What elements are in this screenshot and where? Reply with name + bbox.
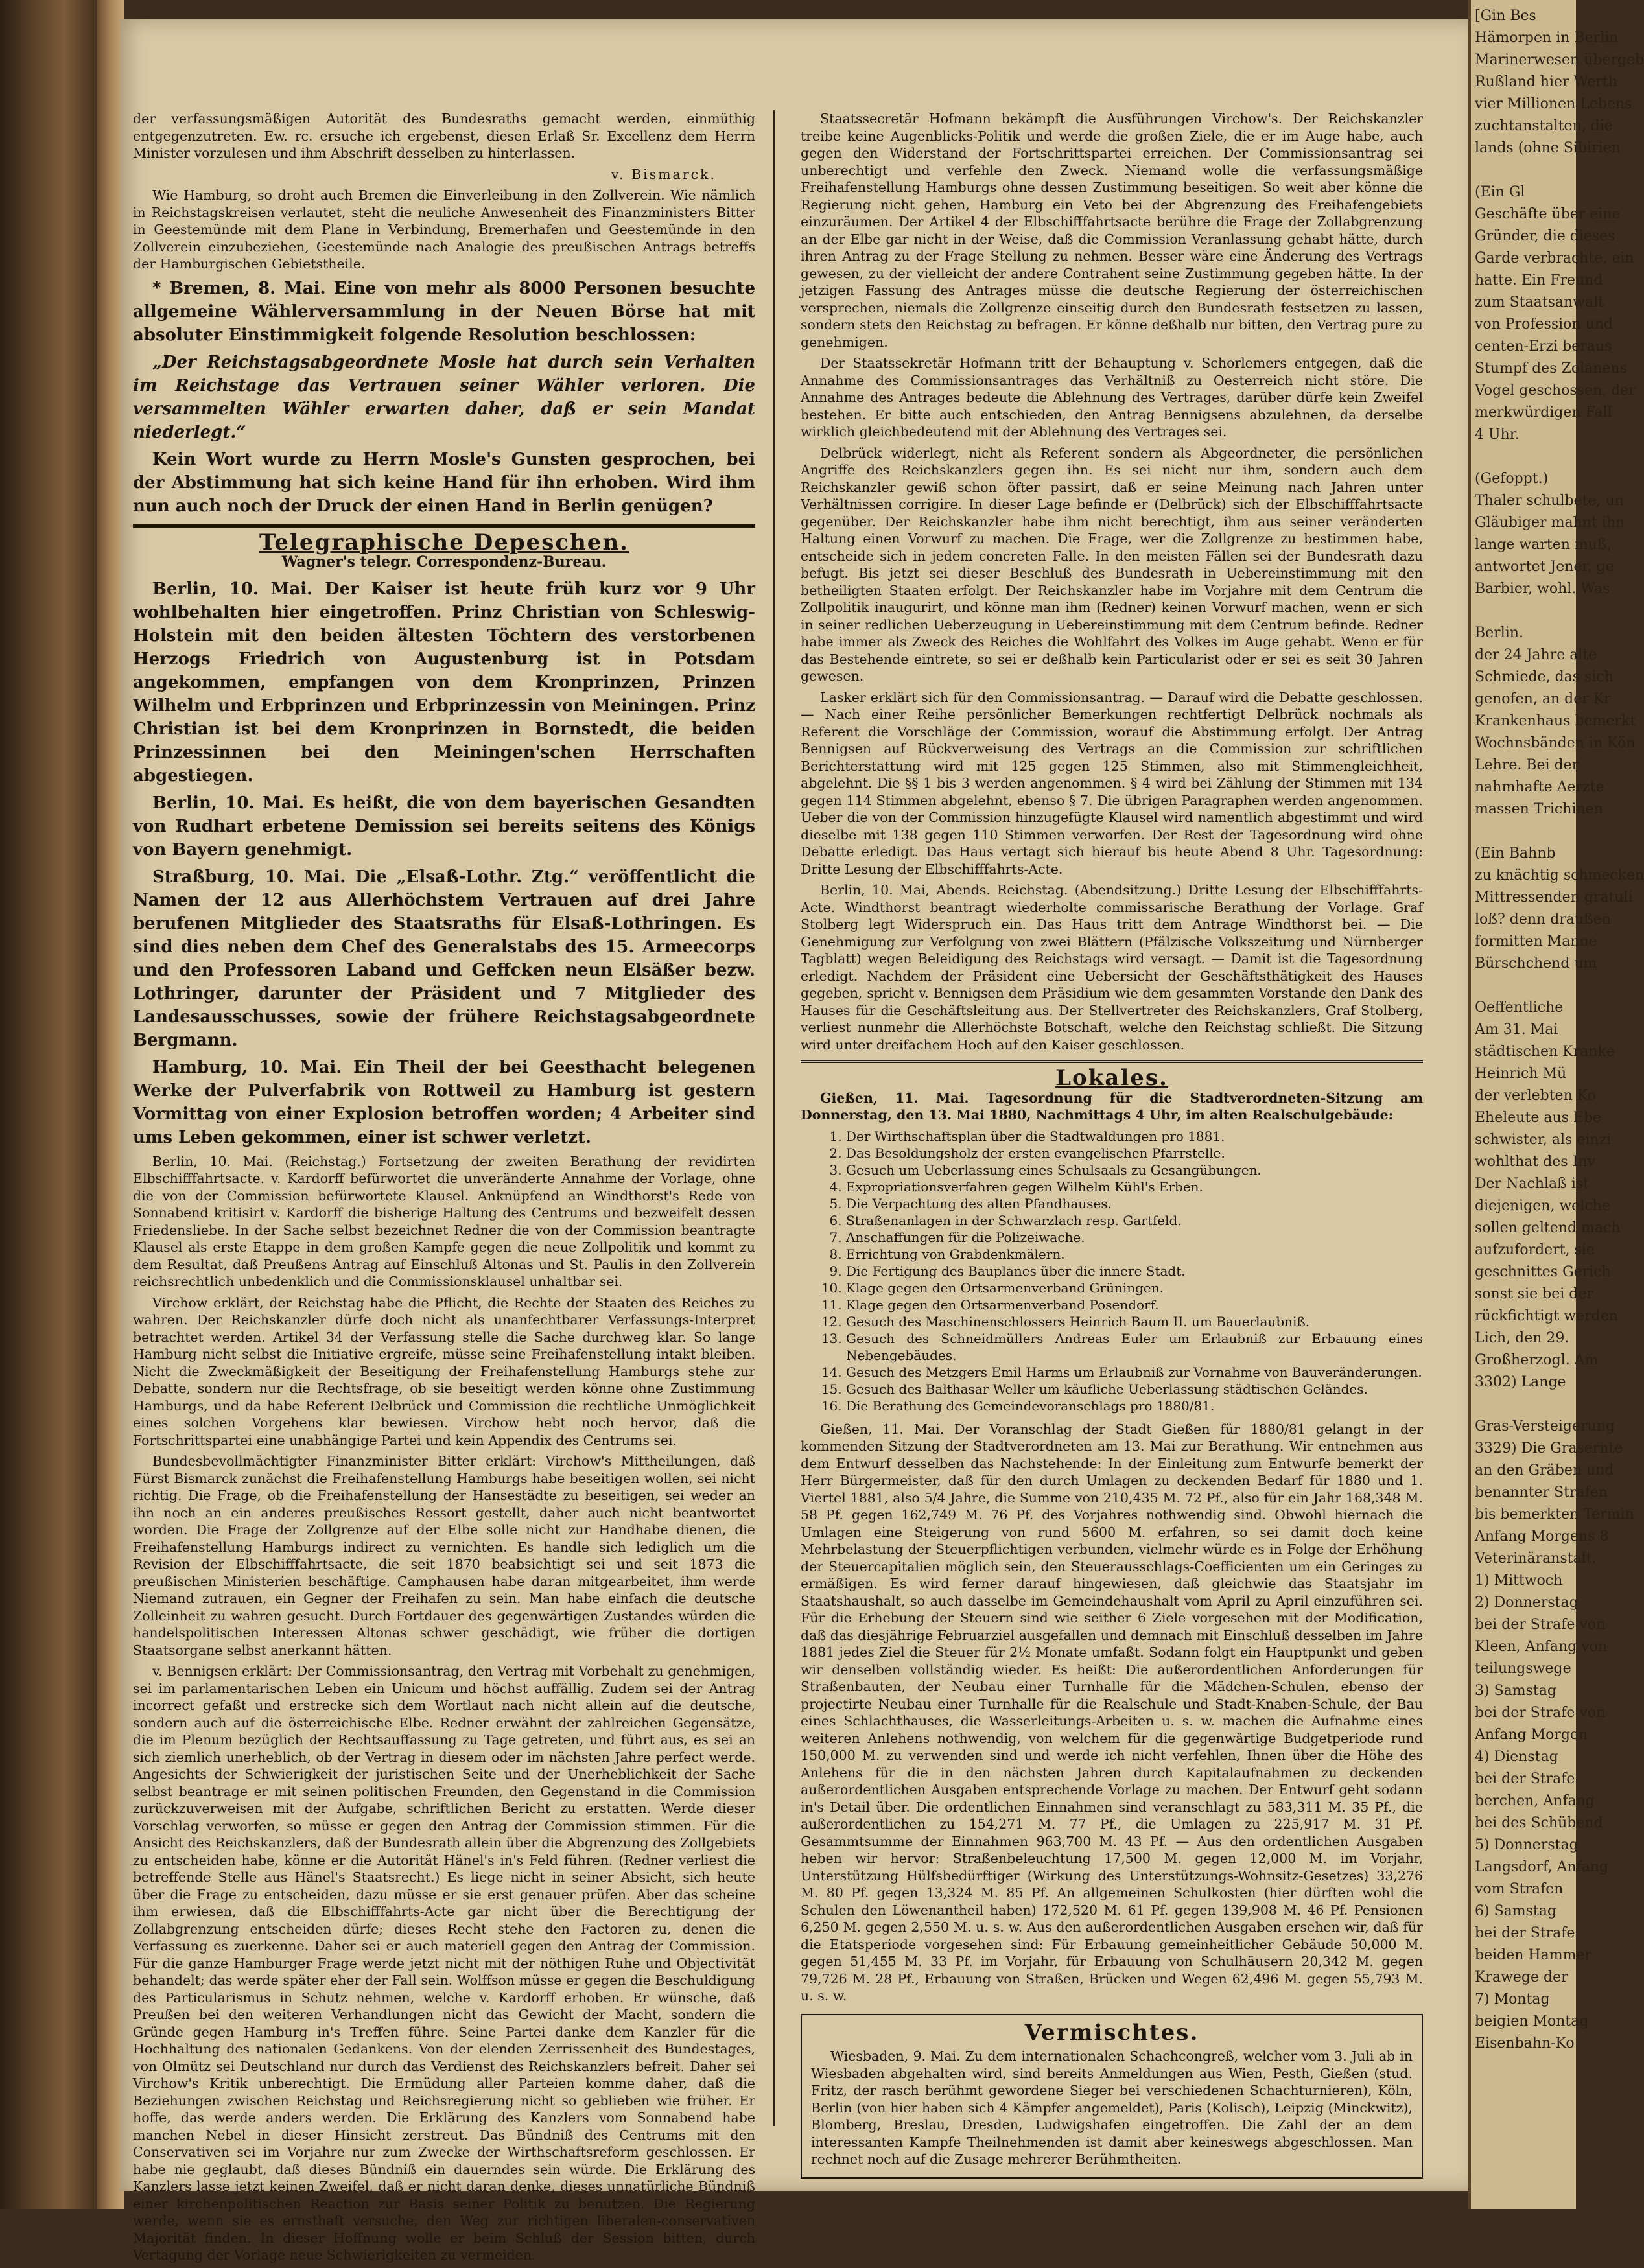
section-rule: [801, 1060, 1423, 1063]
agenda-item: 3. Gesuch um Ueberlassung eines Schulsaals zu Gesangübungen.: [846, 1162, 1423, 1178]
telegram-berlin-2: Berlin, 10. Mai. Es heißt, die von dem bayerischen Gesandten von Rudhart erbetene Demission sei bereits seitens des Königs von Bayern genehmigt.: [133, 793, 755, 859]
agenda-item: 15. Gesuch des Balthasar Weller um käufliche Ueberlassung städtischen Geländes.: [846, 1381, 1423, 1397]
next-page-text: [Gin Bes Hämorpen in Berlin Marinerwesen übergeb Rußland hier Werth vier Millionen Lebens zuchtanstalten, die lands (ohne Sibirien (Ein Gl Geschäfte über eine Gründer, die dieses Garde verbrachte, ein hatte. Ein Freund zum Staatsanwalt von Profession und centen-Erzi beraus Stumpf des Zolanens Vogel geschossen, der merkwürdigen Fall 4 Uhr. (Gefoppt.) Thaler schulbete, un Gläubiger mahnt ihn lange warten muß, antwortet Jener, ge Barbier, wohl. Was Berlin. der 24 Jahre alte Schmiede, das sich genofen, an der Kr Krankenhaus bemerkt Wochnsbänden in Kön Lehre. Bei der nahmhafte Aerzte massen Trichinen (Ein Bahnb zu knächtig schmecken Mittressenden gratuli loß? denn draußen formitten Manne Bürschchend um Oeffentliche Am 31. Mai städtischen Kranke Heinrich Mü der verlebten Ko Eheleute aus Ebe schwister, als einzi wohlthat des Inv Der Nachlaß ist diejenigen, welche sollen geltend mach aufzufordert, sie geschnittes Gerich sonst sie bei der rückfichtigt werden Lich, den 29. Großherzogl. Am 3302) Lange Gras-Versteigerung 3329) Die Grasernte an den Gräben und benannter Strafen bis bemerkten Termin Anfang Morgens 8 Veterinäranstalt. 1) Mittwoch 2) Donnerstag bei der Strafe von Kleen, Anfang von teilungswege 3) Samstag bei der Strafe von Anfang Morgen 4) Dienstag bei der Strafe berchen, Anfang bei des Schübend 5) Donnerstag Langsdorf, Anfang vom Strafen 6) Samstag bei der Strafe beiden Hammer Krawege der 7) Montag beigien Montag Eisenbahn-Ko: [1475, 8, 1644, 2052]
telegram-berlin-1: Berlin, 10. Mai. Der Kaiser ist heute früh kurz vor 9 Uhr wohlbehalten hier eingetroffen. Prinz Christian von Schleswig-Holstein mit den beiden ältesten Töchtern des verstorbenen Herzogs Friedrich von Augustenburg ist in Potsdam angekommen, empfangen von dem Kronprinzen, Prinzen Wilhelm und Erbprinzen und Erbprinzessin von Meiningen. Prinz Christian ist bei dem Kronprinzen in Bornstedt, die beiden Prinzessinnen bei den Meiningen'schen Herrschaften abgestiegen.: [133, 579, 755, 786]
lokales-heading: Lokales.: [1055, 1065, 1168, 1091]
agenda-item: 1. Der Wirthschaftsplan über die Stadtwaldungen pro 1881.: [846, 1128, 1423, 1145]
voranschlag-paragraph: Gießen, 11. Mai. Der Voranschlag der Stadt Gießen für 1880/81 gelangt in der kommenden Sitzung der Stadtverordneten am 13. Mai zur Berathung. Wir entnehmen aus dem Entwurf desselben das Nachstehende: In der Einleitung zum Entwurfe bemerkt der Herr Bürgermeister, daß für den durch Umlagen zu deckenden Bedarf für 1880 und 1. Viertel 1881, also 5/4 Jahre, die Summe von 210,435 M. 72 Pf., also für ein Jahr 168,348 M. 58 Pf. gegen 162,749 M. 76 Pf. des Vorjahres nothwendig sind. Obwohl hiernach die Umlagen eine Steigerung von rund 5600 M. erfahren, so sei damit doch keine Mehrbelastung der Steuerpflichtigen verbunden, vielmehr würde es in Folge der Erhöhung der Steuercapitalien möglich sein, den Steuerausschlags-Coefficienten um ein Geringes zu ermäßigen. Es wird ferner darauf hingewiesen, daß gleichwie das Staatsjahr im Staatshaushalt, so auch dasselbe im Gemeindehaushalt vom April zu April einzuführen sei. Für die Erhebung der Steuern sind wie seither 6 Ziele vorgesehen mit der Modification, daß das diesjährige Februarziel ausgefallen und demnach mit Einschluß desselben im Jahre 1881 jedes Ziel die Steuer für 2½ Monate umfaßt. Sodann folgt ein Hauptpunkt und geben wir denselben vollständig wieder. Es heißt: Die außerordentlichen Anforderungen für Straßenbauten, der Neubau einer Turnhalle für die Mädchen-Schulen, ebenso der projectirte Neubau einer Turnhalle für die Realschule und Stadt-Knaben-Schule, der Bau eines Schlachthauses, die Wasserleitungs-Arbeiten u. s. w. machen die Aufnahme eines weiteren Anlehens nothwendig, von welchem für die gegenwärtige Budgetperiode rund 150,000 M. zu verwenden sind und werde ich nicht verfehlen, Ihnen über die Höhe des Anlehens für die in den nächsten Jahren durch Kapitalaufnahmen zu deckenden außerordentlichen Ausgaben entsprechende Vorlage zu machen. Der Entwurf geht sodann in's Detail über. Die ordentlichen Einnahmen sind veranschlagt zu 583,311 M. 35 Pf., die außerordentlichen zu 154,271 M. 77 Pf., die Umlagen zu 225,917 M. 31 Pf. Gesammtsumme der Einnahmen 963,700 M. 43 Pf. — Aus den ordentlichen Ausgaben heben wir hervor: Straßenbeleuchtung 17,500 M. gegen 12,000 M. im Vorjahr, Unterstützung Hülfsbedürftiger (Wirkung des Unterstützungs-Wohnsitz-Gesetzes) 33,276 M. 80 Pf. gegen 13,324 M. 85 Pf. An allgemeinen Schulkosten (hier dürften wohl die Schulen den Löwenantheil haben) 172,520 M. 61 Pf. gegen 139,908 M. 46 Pf. Pensionen 6,250 M. gegen 2,550 M. u. s. w. Aus den außerordentlichen Ausgaben ersehen wir, daß für die Etatsperiode vorgesehen sind: Für Erbauung gemeinheitlicher Gebäude 50,000 M. gegen 51,455 M. 33 Pf. im Vorjahr, für Erbauung von Schulhäusern 20,342 M. gegen 79,726 M. 28 Pf., Erbauung von Straßen, Brücken und Wegen 62,496 M. gegen 55,793 M. u. s. w.: [801, 1421, 1423, 2004]
vermischtes-text: Wiesbaden, 9. Mai. Zu dem internationalen Schachcongreß, welcher vom 3. Juli ab in Wiesbaden abgehalten wird, sind bereits Anmeldungen aus Wien, Pesth, Gießen (stud. Fritz, der rasch berühmt gewordene Sieger bei verschiedenen Schachturnieren), Köln, Berlin (von hier haben sich 4 Kämpfer angemeldet), Paris (Kolisch), Leipzig (Minckwitz), Blomberg, Breslau, Dresden, Ludwigshafen eingetroffen. Die Zahl der an dem interessanten Kampfe Theilnehmenden ist damit aber keineswegs abgeschlossen. Man rechnet noch auf die Zusage mehrerer Berühmtheiten.: [811, 2048, 1413, 2167]
telegraph-heading: Telegraphische Depeschen.: [259, 529, 629, 555]
left-column: [133, 110, 755, 2268]
lasker-paragraph: Lasker erklärt sich für den Commissionsantrag. — Darauf wird die Debatte geschlossen. — Nach einer Reihe persönlicher Bemerkungen rechtfertigt Delbrück nochmals als Referent die Vorschläge der Commission, worauf die Abstimmung erfolgt. Der Antrag Bennigsen auf Rückverweisung des Vertrags an die Commission zur schriftlichen Berichterstattung wird mit 125 gegen 125 Stimmen, also mit Stimmengleichheit, abgelehnt. Die §§ 1 bis 3 werden angenommen. § 4 wird bei Zählung der Stimmen mit 134 gegen 114 Stimmen abgelehnt, ebenso § 7. Die übrigen Paragraphen werden angenommen. Ueber die von der Commission hinzugefügte Klausel wird namentlich abgestimmt und wird dieselbe mit 138 gegen 110 Stimmen verworfen. Der Rest der Tagesordnung wird ohne Debatte erledigt. Das Haus vertagt sich hierauf bis heute Abend 8 Uhr. Tagesordnung: Dritte Lesung der Elbschifffahrts-Acte.: [801, 689, 1423, 877]
agenda-item: 14. Gesuch des Metzgers Emil Harms um Erlaubniß zur Vornahme von Bauveränderungen.: [846, 1364, 1423, 1381]
bremen-paragraph: * Bremen, 8. Mai. Eine von mehr als 8000 Personen besuchte allgemeine Wählerversammlung in der Neuen Börse hat mit absoluter Einstimmigkeit folgende Resolution beschlossen:: [133, 278, 755, 345]
hofmann-paragraph-1: Staatssecretär Hofmann bekämpft die Ausführungen Virchow's. Der Reichskanzler treibe keine Augenblicks-Politik und werde die großen Ziele, die er im Auge habe, auch gegen den Widerstand der Fortschrittspartei erreichen. Der Commissionsantrag sei unberechtigt und verfehle den Zweck. Niemand wolle die verfassungsmäßige Freihafenstellung Hamburgs ohne dessen Zustimmung beseitigen. So weit aber könne die Regierung nicht gehen, Hamburg ein Veto bei der Abgrenzung des Freihafengebiets einzuräumen. Der Artikel 4 der Elbschifffahrtsacte berühre die Frage der Zollabgrenzung an der Elbe gar nicht in der Weise, daß die Commission Veranlassung gehabt hätte, durch ihren Antrag zu der Frage Stellung zu nehmen. Besser wäre eine Änderung des Vertrags gewesen, zu der vielleicht der andere Contrahent seine Zustimmung gegeben hätte. In der jetzigen Fassung des Antrages müsse die deutsche Regierung der österreichischen versprechen, niemals die Zollgrenze einseitig durch den Bundesrath festsetzen zu lassen, sondern stets den Reichstag zu befragen. Er könne deßhalb nur bitten, den Vertrag pure zu genehmigen.: [801, 111, 1423, 350]
agenda-item: 13. Gesuch des Schneidmüllers Andreas Euler um Erlaubniß zur Erbauung eines Nebengebäudes.: [846, 1330, 1423, 1364]
delbrueck-paragraph: Delbrück widerlegt, nicht als Referent sondern als Abgeordneter, die persönlichen Angriffe des Reichskanzlers gegen ihn. Es sei nicht nur ihm, sondern auch dem Reichskanzler gewiß schon öfter passirt, daß er seine Meinung nach Jahren unter Verhältnissen corrigire. In dieser Lage befinde er (Delbrück) sich der Elbschifffahrtsacte gegenüber. Der Reichskanzler habe ihm nicht berechtigt, ihm aus seiner veränderten Haltung einen Vorwurf zu machen. Die Frage, wer die Zollgrenze zu bestimmen habe, entscheide sich in jedem concreten Falle. In den meisten Fällen sei der Bundesrath dazu befugt. Bis jetzt sei dieser Beschluß des Bundesrath in Uebereinstimmung mit den betheiligten Staaten erfolgt. Der Reichskanzler habe im Vorjahre mit dem Centrum die Zollpolitik inaugurirt, und könne man ihm (Redner) keinen Vorwurf machen, wenn er sich in seiner redlichen Ueberzeugung in Uebereinstimmung mit dem Centrum befinde. Redner habe immer als Zweck des Reiches die Wohlfahrt des Volkes im Auge gehabt. Wenn er für das Bestehende eintrete, so sei er deßhalb kein Particularist oder er sei es seit 30 Jahren gewesen.: [801, 445, 1423, 684]
reichstag-report-4: v. Bennigsen erklärt: Der Commissionsantrag, den Vertrag mit Vorbehalt zu genehmigen, sei im parlamentarischen Leben ein Unicum und höchst auffällig. Zudem sei der Antrag incorrect gefaßt und erstrecke sich dem Wortlaut nach nicht allein auf die deutsche, sondern auch auf die österreichische Elbe. Redner erwähnt der zahlreichen Gegensätze, die im Plenum bezüglich der Rechtsauffassung zu Tage getreten, und führt aus, es sei an sich ziemlich unerheblich, ob der Vertrag in diesem oder im nächsten Jahre perfect werde. Angesichts der Schwierigkeit der juristischen Seite und der Unerheblichkeit der Sache selbst beantrage er mit seinen politischen Freunden, den Gegenstand in die Commission zurückzuverweisen mit der Aufgabe, schriftlichen Bericht zu erstatten. Werde dieser Vorschlag verworfen, so müsse er gegen den Antrag der Commission stimmen. Für die Ansicht des Reichskanzlers, daß der Bundesrath allein über die Abgrenzung des Zollgebiets zu entscheiden habe, könne er die Autorität Hänel's in's Feld führen. (Redner verliest die betreffende Stelle aus Hänel's Staatsrecht.) Es liege nicht in seiner Absicht, sich heute über die Frage zu entscheiden, dazu müsse er sie erst genauer prüfen. Aber das scheine ihm erwiesen, daß die Elbschifffahrts-Acte gar nicht über die Berechtigung der Zollabgrenzung entscheiden dürfe; dieses Recht stehe den Factoren zu, denen die Verfassung es zuerkenne. Daher sei er auch materiell gegen den Antrag der Commission. Für die ganze Hamburger Frage werde jetzt nicht mit der nöthigen Ruhe und Objectivität behandelt; das werde später eher der Fall sein. Wolffson müsse er gegen die Beschuldigung des Particularismus in Schutz nehmen, welche v. Kardorff erhoben. Er wünsche, daß Preußen bei den weiteren Verhandlungen nicht das Gewicht der Macht, sondern die Gründe gegen Hamburg in's Treffen führe. Seine Partei danke dem Kanzler für die Hochhaltung des nationalen Gedankens. Von der elenden Zerrissenheit des Bundestages, von Olmütz sei Deutschland nur durch das Verdienst des Reichskanzlers befreit. Daher sei Virchow's Kritik unberechtigt. Die Ermüdung aller Parteien komme daher, daß die Beziehungen zwischen Reichstag und Reichsregierung nicht so geblieben wie früher. Er hoffe, das werde anders werden. Die Erklärung des Kanzlers vom Sonnabend habe manchen Nebel in dieser Hinsicht zerstreut. Das Bündniß des Centrums mit den Conservativen sei im Vorjahre nur zum Zwecke der Wirthschaftsreform geschlossen. Er habe nie geglaubt, daß dieses Bündniß ein dauerndes sein würde. Die Erklärung des Kanzlers lasse jetzt keinen Zweifel, daß er nicht daran denke, dieses unnatürliche Bündniß einer kirchenpolitischen Reaction zur Basis seiner Politik zu benutzen. Die Regierung werde, wenn sie es ernsthaft versuche, den Weg zur richtigen liberalen-conservativen Majorität finden. In dieser Hoffnung wolle er beim Schluß der Session bitten, durch Vertagung der Vorlage neue Schwierigkeiten zu vermeiden.: [133, 1663, 755, 2263]
agenda-item: 4. Expropriationsverfahren gegen Wilhelm Kühl's Erben.: [846, 1178, 1423, 1195]
hofmann-paragraph-2: Der Staatssekretär Hofmann tritt der Behauptung v. Schorlemers entgegen, daß die Annahme des Commissionsantrages das Verhältniß zu Oesterreich nicht störe. Die Annahme des Antrages bedeute die Ablehnung des Vertrages, darüber dürfe kein Zweifel bestehen. Er bitte auch entschieden, den Antrag Bennigsens abzulehnen, da derselbe wirklich gleichbedeutend mit der Ablehnung des Vertrages sei.: [801, 355, 1423, 439]
abendsitzung-paragraph: Berlin, 10. Mai, Abends. Reichstag. (Abendsitzung.) Dritte Lesung der Elbschifffahrts-Acte. Windthorst beantragt wiederholte commissarische Berathung der Vorlage. Graf Stolberg legt Widerspruch ein. Das Haus tritt dem Antrage Windthorst bei. — Die Genehmigung zur Verfolgung von zwei Blättern (Pfälzische Volkszeitung und Nürnberger Tagblatt) wegen Beleidigung des Reichstags wird versagt. — Damit ist die Tagesordnung erledigt. Nachdem der Präsident eine Uebersicht der Geschäftsthätigkeit des Hauses gegeben, spricht v. Bennigsen dem Präsidium wie dem gesammten Vorstande den Dank des Hauses für die Geschäftsleitung aus. Der Stellvertreter des Reichskanzlers, Graf Stolberg, verliest nunmehr die Allerhöchste Botschaft, welche den Reichstag schließt. Die Sitzung wird unter dreifachem Hoch auf den Kaiser geschlossen.: [801, 882, 1423, 1053]
reichstag-report-2: Virchow erklärt, der Reichstag habe die Pflicht, die Rechte der Staaten des Reiches zu wahren. Der Reichskanzler dürfe doch nicht als unanfechtbarer Verfassungs-Interpret betrachtet werden. Artikel 34 der Verfassung stelle die Sache durchweg klar. So lange Hamburg nicht selbst die Initiative ergreife, müsse seine Freihafenstellung intakt bleiben. Nicht die Zweckmäßigkeit der Beseitigung der Freihafenstellung Hamburgs stehe zur Debatte, sondern nur die Rechtsfrage, ob sie beseitigt werden könne ohne Zustimmung Hamburgs, und da habe Referent Delbrück und Commission die rechtliche Unmöglichkeit eines solchen Vorgehens klar bewiesen. Virchow hebt noch hervor, daß die Fortschrittspartei eine unabhängige Partei und kein Appendix des Centrums sei.: [133, 1294, 755, 1448]
reichstag-report-1: Berlin, 10. Mai. (Reichstag.) Fortsetzung der zweiten Berathung der revidirten Elbschifffahrtsacte. v. Kardorff befürwortet die unveränderte Annahme der Vorlage, ohne die von der Commission befürwortete Klausel. Anknüpfend an Windthorst's Rede von Sonnabend kritisirt v. Kardorff die bisherige Haltung des Centrums und bezweifelt dessen Friedensliebe. In der Sache selbst bezeichnet Redner die von der Commission beantragte Klausel als erste Etappe in dem großen Kampfe gegen die neue Zollpolitik und kommt zu dem Resultat, daß Preußens Antrag auf Einschluß Altonas und St. Paulis in den Zollverein reichsrechtlich unbedenklich und die Commissionsklausel unhaltbar sei.: [133, 1153, 755, 1289]
agenda-item: 5. Die Verpachtung des alten Pfandhauses.: [846, 1195, 1423, 1212]
resolution-quote: „Der Reichstagsabgeordnete Mosle hat durch sein Verhalten im Reichstage das Vertrauen seiner Wähler verloren. Die versammelten Wähler erwarten daher, daß er sein Mandat niederlegt.“: [133, 352, 755, 442]
next-page-fragment: [1468, 0, 1644, 2209]
section-rule: [133, 524, 755, 528]
agenda-item: 2. Das Besoldungsholz der ersten evangelischen Pfarrstelle.: [846, 1145, 1423, 1162]
hamburg-paragraph: Wie Hamburg, so droht auch Bremen die Einverleibung in den Zollverein. Wie nämlich in Reichstagskreisen verlautet, steht die neuliche Anwesenheit des Finanzministers Bitter in Geestemünde mit dem Plane in Verbindung, Bremerhafen und Geestemünde in den Zollverein einzubeziehen, Geestemünde nach Analogie des preußischen Antrags betreffs der Hamburgischen Gebietstheile.: [133, 187, 755, 272]
vermischtes-box: [801, 2014, 1423, 2179]
agenda-item: 9. Die Fertigung des Bauplanes über die innere Stadt.: [846, 1263, 1423, 1280]
agenda-item: 16. Die Berathung des Gemeindevoranschlags pro 1880/81.: [846, 1397, 1423, 1414]
agenda-item: 8. Errichtung von Grabdenkmälern.: [846, 1246, 1423, 1263]
telegram-strassburg: Straßburg, 10. Mai. Die „Elsaß-Lothr. Ztg.“ veröffentlicht die Namen der 12 aus Allerhöchstem Vertrauen auf drei Jahre berufenen Mitglieder des Staatsraths für Elsaß-Lothringen. Es sind dies neben dem Chef des Generalstabs des 15. Armeecorps und den Professoren Laband und Geffcken neun Elsäßer bezw. Lothringer, darunter der Präsident und 7 Mitglieder des Landesausschusses, sowie der frühere Reichstagsabgeordnete Bergmann.: [133, 867, 755, 1050]
agenda-item: 6. Straßenanlagen in der Schwarzlach resp. Gartfeld.: [846, 1212, 1423, 1229]
agenda-item: 10. Klage gegen den Ortsarmenverband Grüningen.: [846, 1280, 1423, 1296]
lokales-intro: Gießen, 11. Mai. Tagesordnung für die Stadtverordneten-Sitzung am Donnerstag, den 13. Mai 1880, Nachmittags 4 Uhr, im alten Realschulgebäude:: [801, 1090, 1423, 1123]
agenda-item: 12. Gesuch des Maschinenschlossers Heinrich Baum II. um Bauerlaubniß.: [846, 1313, 1423, 1330]
agenda-item: 7. Anschaffungen für die Polizeiwache.: [846, 1229, 1423, 1246]
telegraph-subheading: Wagner's telegr. Correspondenz-Bureau.: [281, 554, 607, 570]
resolution-closing: Kein Wort wurde zu Herrn Mosle's Gunsten gesprochen, bei der Abstimmung hat sich keine Hand für ihn erhoben. Wird ihm nun auch noch der Druck der einen Hand in Berlin genügen?: [133, 449, 755, 516]
signature: v. Bismarck.: [611, 166, 716, 182]
agenda-item: 11. Klage gegen den Ortsarmenverband Posendorf.: [846, 1296, 1423, 1313]
column-divider: [773, 110, 775, 2126]
vermischtes-heading: Vermischtes.: [1024, 2019, 1199, 2046]
reichstag-report-3: Bundesbevollmächtigter Finanzminister Bitter erklärt: Virchow's Mittheilungen, daß Fürst Bismarck zunächst die Freihafenstellung Hamburgs habe beseitigen wollen, sei nicht richtig. Die Frage, ob die Freihafenstellung der Hansestädte zu beseitigen, sei weder an ihn noch an ein anderes preußisches Ressort gestellt, daher auch nicht beantwortet worden. Die Frage der Zollgrenze auf der Elbe solle nicht zur Handhabe dienen, die Freihafenstellung Hamburgs indirect zu vernichten. Es handle sich lediglich um die Revision der Elbschifffahrtsacte, die seit 1870 beabsichtigt sei und seit 1873 die preußischen Ministerien beschäftige. Camphausen habe daran mitgearbeitet, ihm werde Niemand zutrauen, ein Gegner der Freihafen zu sein. Man habe einfach die deutsche Zolleinheit zu wahren gesucht. Durch Fortdauer des gegenwärtigen Zustandes würden die handelspolitischen Interessen Altonas schwer geschädigt, wie früher die dortigen Staatsorgane selbst anerkannt hätten.: [133, 1453, 755, 1658]
agenda-list: [801, 1128, 1423, 1414]
telegram-hamburg: Hamburg, 10. Mai. Ein Theil der bei Geesthacht belegenen Werke der Pulverfabrik von Rottweil zu Hamburg ist gestern Vormittag von einer Explosion betroffen worden; 4 Arbeiter sind ums Leben gekommen, einer ist schwer verletzt.: [133, 1057, 755, 1147]
right-column: [801, 110, 1423, 2179]
intro-paragraph: der verfassungsmäßigen Autorität des Bundesraths gemacht werden, einmüthig entgegenzutreten. Ew. rc. ersuche ich ergebenst, diesen Erlaß Sr. Excellenz dem Herrn Minister vorzulesen und ihm Abschrift desselben zu hinterlassen.: [133, 111, 755, 161]
